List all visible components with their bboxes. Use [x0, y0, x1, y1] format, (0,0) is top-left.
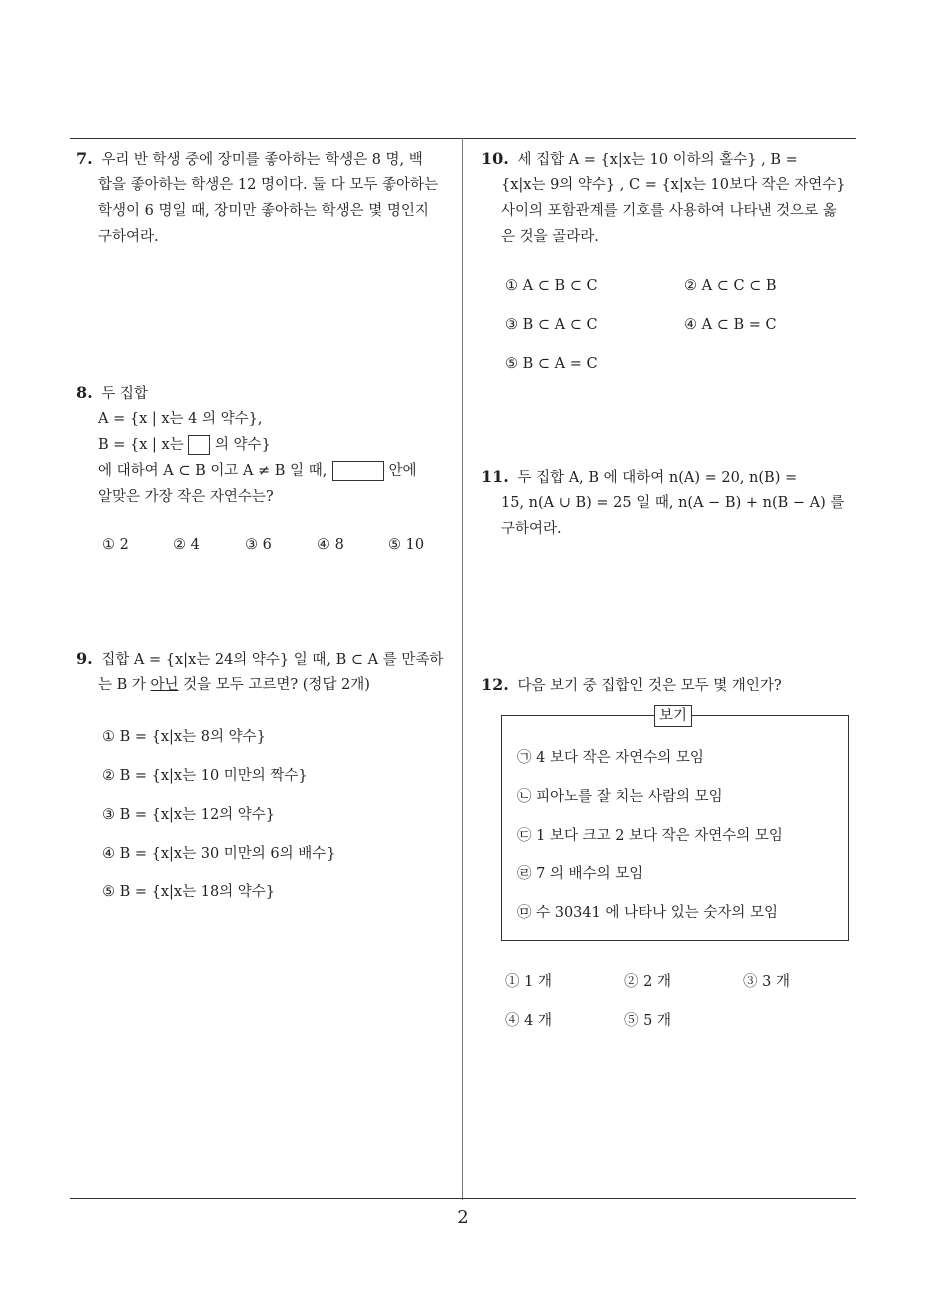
q10-choice-1[interactable]: ① A ⊂ B ⊂ C [505, 278, 598, 294]
q8-choice-2[interactable]: ② 4 [173, 537, 200, 553]
q10-choice-2[interactable]: ② A ⊂ C ⊂ B [684, 278, 777, 294]
bogi-item-4: ㉣ 7 의 배수의 모임 [517, 866, 644, 882]
q7-line-2: 합을 좋아하는 학생은 12 명이다. 둘 다 모두 좋아하는 [98, 177, 439, 193]
top-rule [70, 138, 856, 139]
q8-set-a: A = {x | x는 4 의 약수}, [98, 411, 263, 427]
q7-number: 7. [76, 149, 93, 168]
q9-line-1: 9. 집합 A = {x|x는 24의 약수} 일 때, B ⊂ A 를 만족하 [76, 649, 444, 668]
column-divider [462, 138, 463, 1200]
bogi-item-5: ㉤ 수 30341 에 나타나 있는 숫자의 모임 [517, 905, 778, 921]
q11-line-1: 11. 두 집합 A, B 에 대하여 n(A) = 20, n(B) = [481, 467, 798, 486]
q10-line-3: 사이의 포함관계를 기호를 사용하여 나타낸 것으로 옳 [501, 203, 837, 219]
q8-line-4: 에 대하여 A ⊂ B 이고 A ≠ B 일 때, 안에 [98, 463, 417, 479]
q7-line-3: 학생이 6 명일 때, 장미만 좋아하는 학생은 몇 명인지 [98, 203, 429, 219]
q8-set-b: B = {x | x는 의 약수} [98, 437, 271, 453]
q12-choice-3[interactable]: ③ 3 개 [743, 974, 790, 990]
q12-line-1: 12. 다음 보기 중 집합인 것은 모두 몇 개인가? [481, 675, 782, 694]
page-number: 2 [457, 1207, 469, 1228]
q9-number: 9. [76, 649, 93, 668]
q10-line-2: {x|x는 9의 약수} , C = {x|x는 10보다 작은 자연수} [501, 177, 846, 193]
q9-line-2: 는 B 가 아닌 것을 모두 고르면? (정답 2개) [98, 677, 370, 693]
q12-choice-4[interactable]: ④ 4 개 [505, 1013, 552, 1029]
q8-number: 8. [76, 383, 93, 402]
q8-choice-3[interactable]: ③ 6 [245, 537, 272, 553]
q9-choice-4[interactable]: ④ B = {x|x는 30 미만의 6의 배수} [102, 846, 336, 862]
bogi-item-3: ㉢ 1 보다 크고 2 보다 작은 자연수의 모임 [517, 828, 783, 844]
q9-choice-1[interactable]: ① B = {x|x는 8의 약수} [102, 729, 266, 745]
bogi-title: 보기 [654, 705, 692, 727]
q10-choice-5[interactable]: ⑤ B ⊂ A = C [505, 356, 598, 372]
q12-number: 12. [481, 675, 509, 694]
q10-choice-4[interactable]: ④ A ⊂ B = C [684, 317, 777, 333]
q10-line-1: 10. 세 집합 A = {x|x는 10 이하의 홀수} , B = [481, 149, 798, 168]
q8-line-5: 알맞은 가장 작은 자연수는? [98, 489, 274, 505]
bogi-item-2: ㉡ 피아노를 잘 치는 사람의 모임 [517, 789, 723, 805]
q12-choice-5[interactable]: ⑤ 5 개 [624, 1013, 671, 1029]
q11-line-3: 구하여라. [501, 521, 562, 537]
q7-line-4: 구하여라. [98, 229, 159, 245]
q9-underlined-word: 아닌 [150, 677, 179, 693]
q7-line-1: 7. 우리 반 학생 중에 장미를 좋아하는 학생은 8 명, 백 [76, 149, 423, 168]
q8-choice-5[interactable]: ⑤ 10 [388, 537, 425, 553]
q9-choice-5[interactable]: ⑤ B = {x|x는 18의 약수} [102, 884, 276, 900]
q11-number: 11. [481, 467, 509, 486]
q10-choice-3[interactable]: ③ B ⊂ A ⊂ C [505, 317, 598, 333]
q8-choice-4[interactable]: ④ 8 [317, 537, 344, 553]
q8-line-1: 8. 두 집합 [76, 383, 148, 402]
q10-line-4: 은 것을 골라라. [501, 229, 599, 245]
q8-choice-1[interactable]: ① 2 [102, 537, 129, 553]
q12-choice-2[interactable]: ② 2 개 [624, 974, 671, 990]
q9-choice-3[interactable]: ③ B = {x|x는 12의 약수} [102, 807, 276, 823]
q11-line-2: 15, n(A ∪ B) = 25 일 때, n(A − B) + n(B − A) 를 [501, 495, 845, 511]
bottom-rule [70, 1198, 856, 1199]
q10-number: 10. [481, 149, 509, 168]
blank-box-wide [332, 461, 384, 481]
q12-choice-1[interactable]: ① 1 개 [505, 974, 552, 990]
q9-choice-2[interactable]: ② B = {x|x는 10 미만의 짝수} [102, 768, 308, 784]
blank-box [188, 435, 210, 455]
bogi-item-1: ㉠ 4 보다 작은 자연수의 모임 [517, 750, 704, 766]
